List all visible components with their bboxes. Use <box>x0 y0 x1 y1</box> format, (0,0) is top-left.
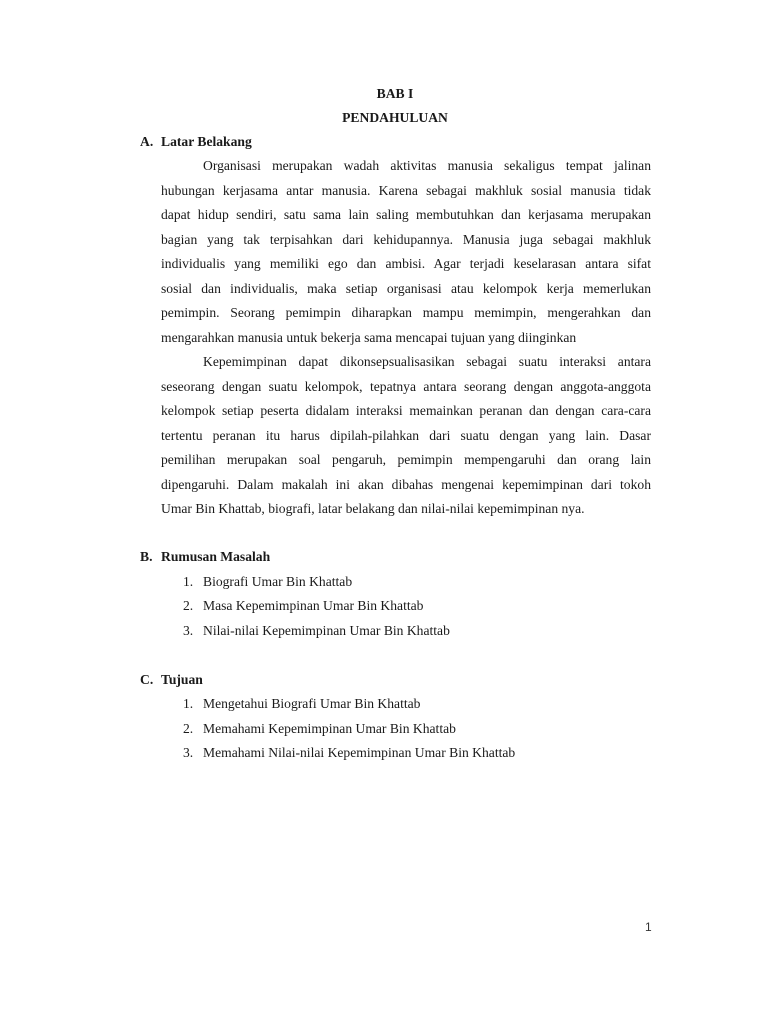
paragraph-line: seseorang dengan suatu kelompok, tepatnya antara seorang dengan anggota-anggota <box>161 379 651 394</box>
paragraph-line: tertentu peranan itu harus dipilah-pilahkan dari suatu dengan yang lain. Dasar <box>161 428 651 443</box>
paragraph-line: dipengaruhi. Dalam makalah ini akan dibahas mengenai kepemimpinan dari tokoh <box>161 477 651 492</box>
paragraph-line: individualis yang memiliki ego dan ambisi. Agar terjadi keselarasan antara sifat <box>161 256 651 271</box>
paragraph-line: hubungan kerjasama antar manusia. Karena sebagai makhluk sosial manusia tidak <box>161 183 651 198</box>
chapter-title: PENDAHULUAN <box>342 110 448 125</box>
list-number: 3. <box>183 623 194 638</box>
list-text: Mengetahui Biografi Umar Bin Khattab <box>203 696 421 711</box>
list-text: Masa Kepemimpinan Umar Bin Khattab <box>203 598 424 613</box>
chapter-label: BAB I <box>376 86 414 101</box>
list-number: 1. <box>183 696 194 711</box>
list-text: Biografi Umar Bin Khattab <box>203 574 353 589</box>
list-number: 1. <box>183 574 194 589</box>
paragraph-line: Umar Bin Khattab, biografi, latar belakang dan nilai-nilai kepemimpinan nya. <box>161 501 585 516</box>
list-text: Memahami Kepemimpinan Umar Bin Khattab <box>203 721 456 736</box>
paragraph-line: dapat hidup sendiri, satu sama lain saling membutuhkan dan kerjasama merupakan <box>161 207 651 222</box>
paragraph-line: Organisasi merupakan wadah aktivitas manusia sekaligus tempat jalinan <box>203 158 651 173</box>
page-number: 1 <box>645 920 652 934</box>
list-text: Nilai-nilai Kepemimpinan Umar Bin Khattab <box>203 623 450 638</box>
paragraph-line: kelompok setiap peserta didalam interaksi memainkan peranan dan dengan cara-cara <box>161 403 651 418</box>
paragraph-line: pemilihan merupakan soal pengaruh, pemimpin mempengaruhi dan orang lain <box>161 452 651 467</box>
paragraph-line: bagian yang tak terpisahkan dari kehidupannya. Manusia juga sebagai makhluk <box>161 232 651 247</box>
section-letter: C. <box>140 672 154 687</box>
section-title: Rumusan Masalah <box>161 549 271 564</box>
paragraph-line: sosial dan individualis, maka setiap organisasi atau kelompok kerja memerlukan <box>161 281 651 296</box>
section-letter: B. <box>140 549 153 564</box>
section-letter: A. <box>140 134 154 149</box>
paragraph-line: mengarahkan manusia untuk bekerja sama mencapai tujuan yang diinginkan <box>161 330 577 345</box>
list-number: 3. <box>183 745 194 760</box>
paragraph-line: pemimpin. Seorang pemimpin diharapkan mampu memimpin, mengerahkan dan <box>161 305 651 320</box>
list-number: 2. <box>183 598 194 613</box>
section-title: Tujuan <box>161 672 203 687</box>
section-title: Latar Belakang <box>161 134 252 149</box>
list-number: 2. <box>183 721 194 736</box>
list-text: Memahami Nilai-nilai Kepemimpinan Umar Bin Khattab <box>203 745 516 760</box>
paragraph-line: Kepemimpinan dapat dikonsepsualisasikan sebagai suatu interaksi antara <box>203 354 651 369</box>
